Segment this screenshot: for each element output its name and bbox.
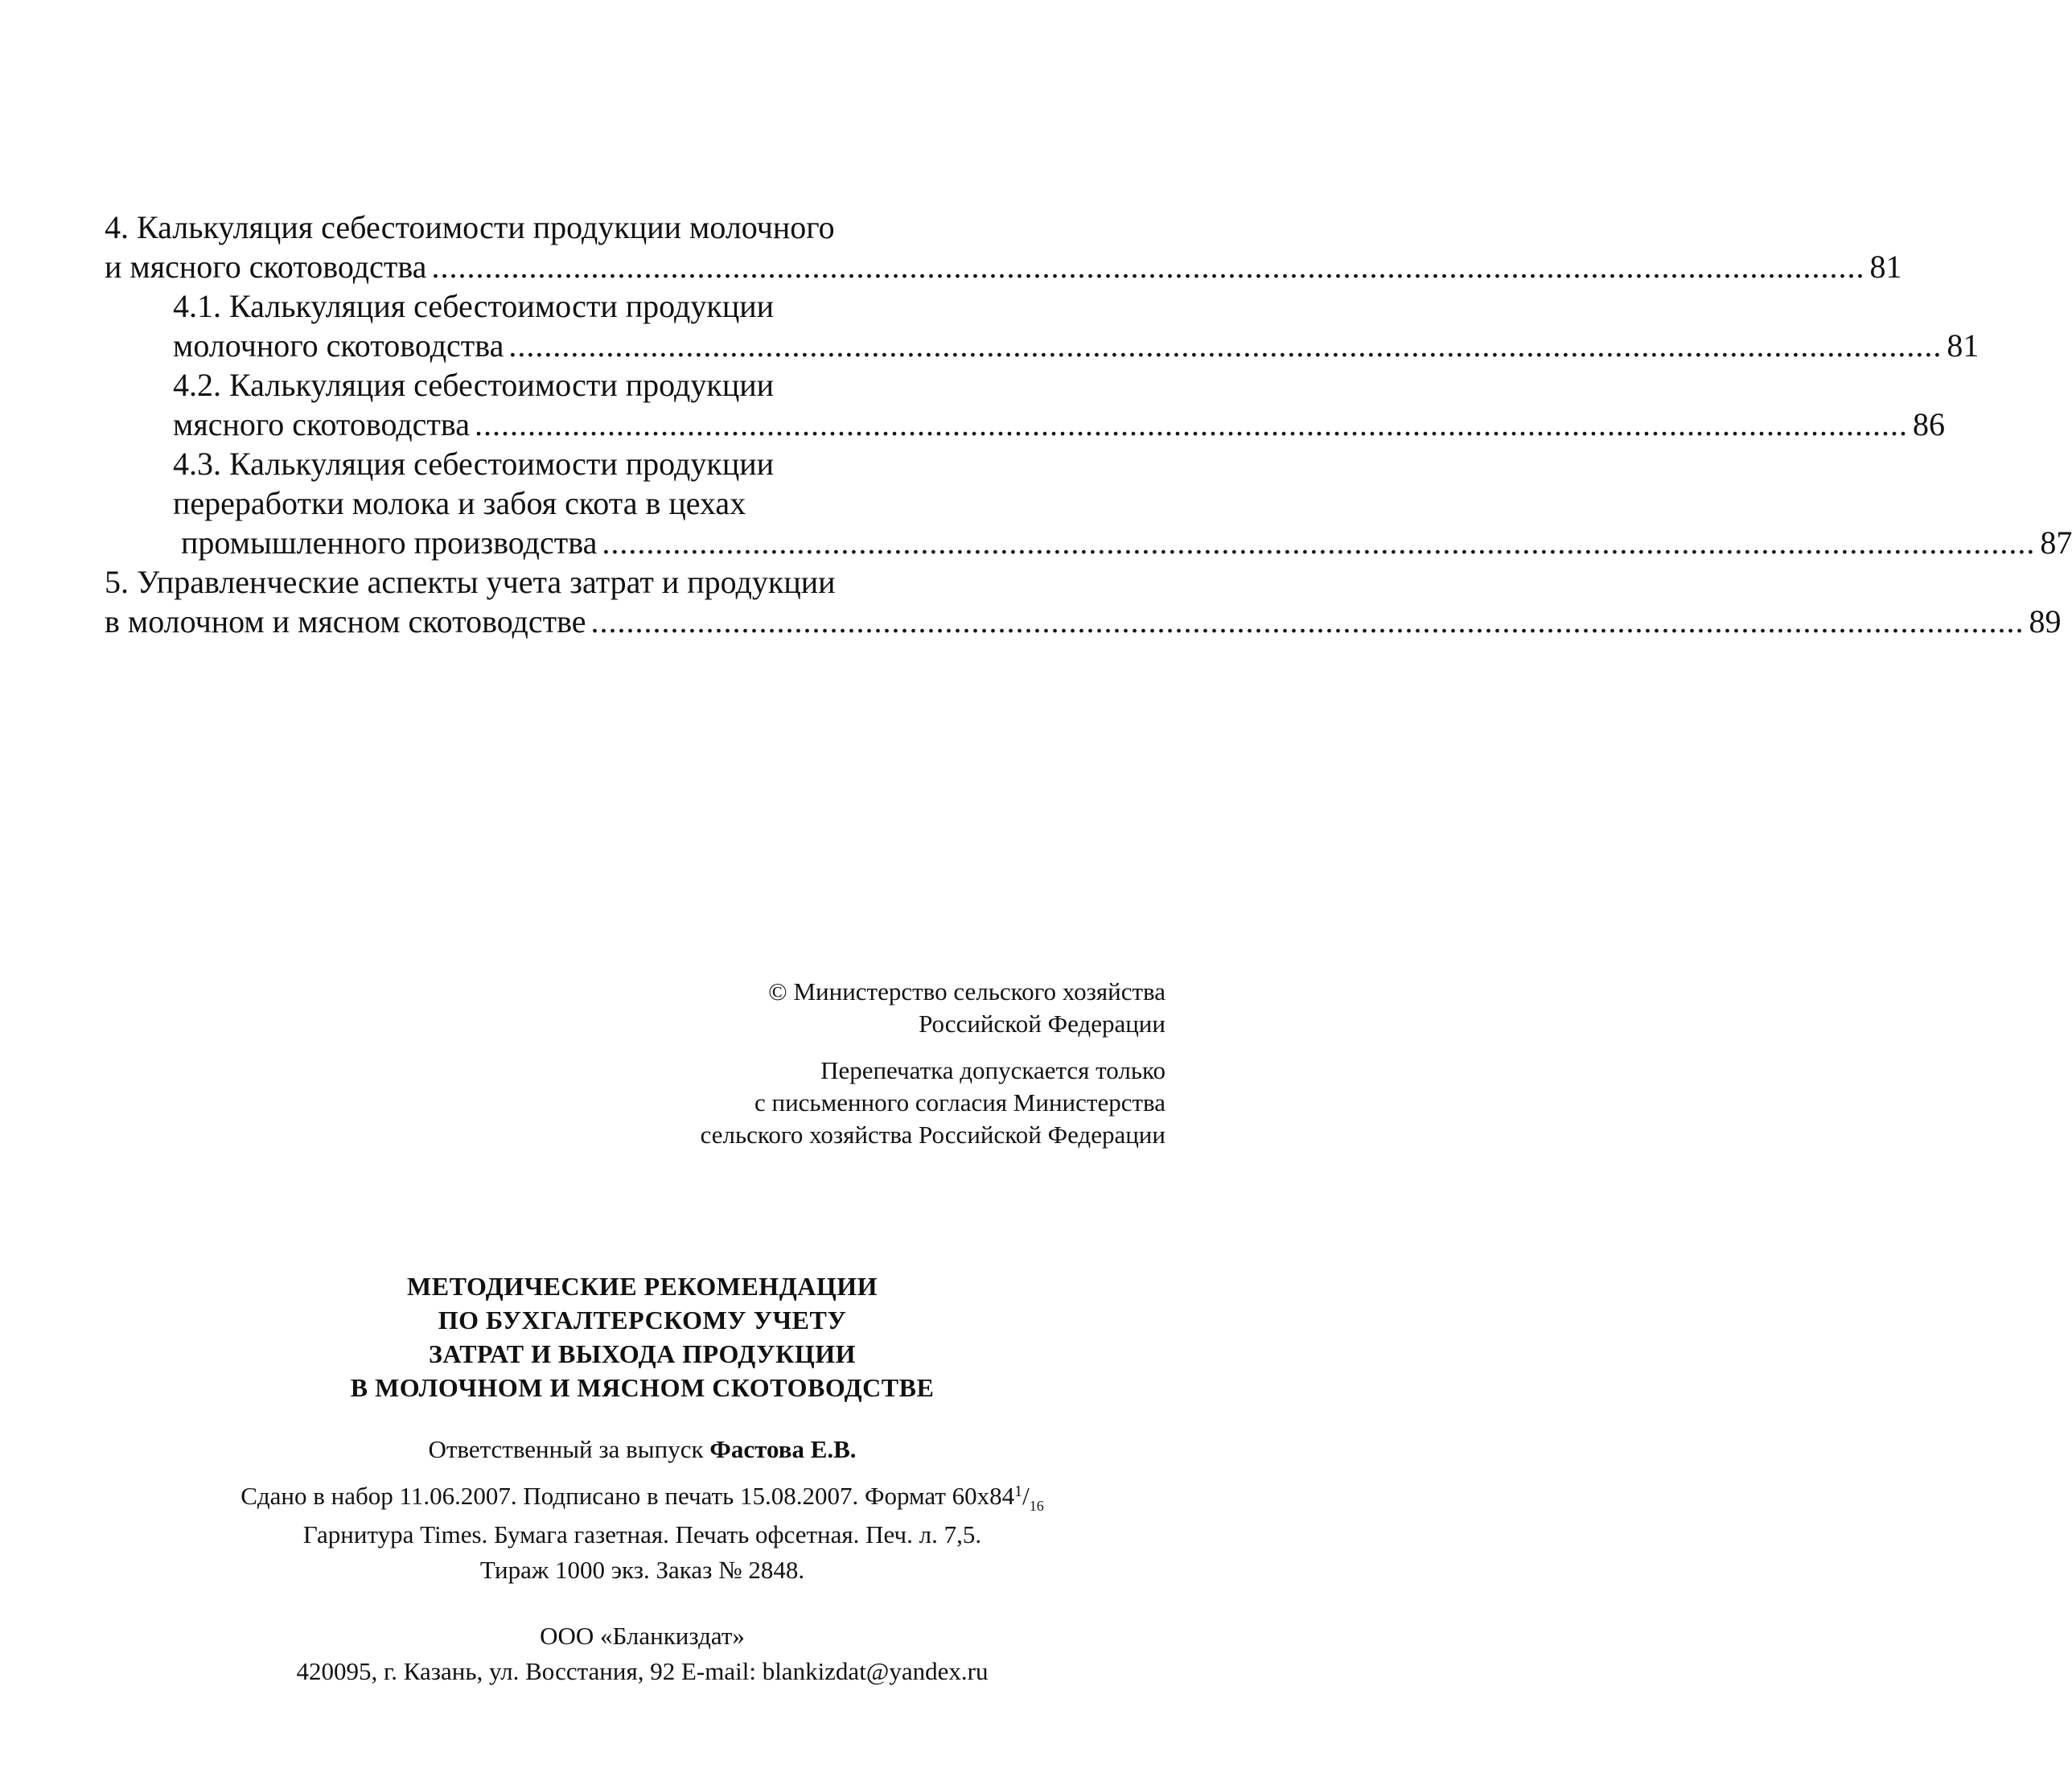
title-line: В МОЛОЧНОМ И МЯСНОМ СКОТОВОДСТВЕ	[350, 1373, 935, 1402]
publisher-block	[0, 1618, 1285, 1689]
responsible-label: Ответственный за выпуск	[428, 1435, 704, 1463]
toc-entry-text: 5. Управленческие аспекты учета затрат и продукции	[105, 564, 836, 600]
format-numerator: 1	[1014, 1483, 1023, 1500]
copyright-block	[701, 976, 1166, 1151]
copyright-line: © Министерство сельского хозяйства	[768, 977, 1166, 1006]
toc-entry-text: молочного скотоводства	[173, 327, 504, 364]
toc-entry-text: 4.3. Калькуляция себестоимости продукции	[173, 446, 775, 482]
format-denominator: 16	[1029, 1498, 1044, 1514]
copyright-line: Российской Федерации	[919, 1010, 1166, 1038]
toc-page-number: 87	[2040, 524, 2072, 561]
dot-leader: ..................................................................................................................................................................	[431, 249, 1865, 285]
title-line: МЕТОДИЧЕСКИЕ РЕКОМЕНДАЦИИ	[407, 1272, 878, 1301]
toc-entry-text: мясного скотоводства	[173, 406, 471, 442]
responsible-line	[0, 1432, 1285, 1467]
toc-entry-4-2-line2	[105, 405, 1946, 444]
table-of-contents	[105, 208, 2072, 641]
print-details-line: Сдано в набор 11.06.2007. Подписано в печать 15.08.2007. Формат $60х84^1/_{16}$	[240, 1482, 1044, 1514]
responsible-name: Фастова Е.В.	[709, 1435, 857, 1463]
title-line: ЗАТРАТ И ВЫХОДА ПРОДУКЦИИ	[429, 1339, 856, 1368]
imprint-block	[0, 1432, 1285, 1588]
toc-entry-4-1-line2	[105, 326, 1980, 365]
toc-entry-text: переработки молока и забоя скота в цехах	[173, 485, 746, 521]
toc-entry-text: 4. Калькуляция себестоимости продукции молочного	[105, 209, 835, 245]
publisher-address: 420095, г. Казань, ул. Восстания, 92 E-mail: blankizdat@yandex.ru	[296, 1657, 989, 1685]
toc-entry-4-line2	[105, 247, 1902, 286]
toc-entry-text: и мясного скотоводства	[105, 249, 427, 285]
reprint-line: с письменного согласия Министерства	[754, 1088, 1166, 1117]
reprint-line: Перепечатка допускается только	[820, 1056, 1166, 1084]
circulation-line: Тираж 1000 экз. Заказ № 2848.	[479, 1556, 805, 1584]
toc-entry-4-2-line1	[105, 365, 1154, 405]
toc-page-number: 81	[1947, 327, 1980, 364]
toc-entry-5-line1	[105, 562, 1154, 602]
print-details-text: Сдано в набор 11.06.2007. Подписано в печать 15.08.2007. Формат 60х84	[240, 1482, 1015, 1510]
toc-entry-4-1-line1	[105, 286, 1154, 326]
toc-entry-4-line1	[105, 208, 1154, 247]
toc-entry-4-3-line3	[105, 523, 2072, 562]
toc-entry-5-line2	[105, 602, 2062, 641]
toc-page-number: 86	[1913, 406, 1946, 442]
toc-page-number: 81	[1869, 249, 1902, 285]
toc-entry-4-3-line2	[105, 483, 1154, 523]
toc-entry-text: 4.1. Калькуляция себестоимости продукции	[173, 288, 775, 324]
dot-leader: ..................................................................................................................................................................	[475, 406, 1909, 442]
toc-entry-text: в молочном и мясном скотоводстве	[105, 603, 586, 640]
dot-leader: ..................................................................................................................................................................	[590, 603, 2025, 640]
typeface-line: Гарнитура Times. Бумага газетная. Печать офсетная. Печ. л. 7,5.	[302, 1520, 982, 1548]
title-line: ПО БУХГАЛТЕРСКОМУ УЧЕТУ	[438, 1306, 847, 1335]
reprint-notice	[701, 1055, 1166, 1151]
reprint-line: сельского хозяйства Российской Федерации	[700, 1121, 1166, 1149]
toc-page-number: 89	[2029, 603, 2062, 640]
document-title	[0, 1269, 1285, 1404]
dot-leader: ..................................................................................................................................................................	[602, 524, 2036, 561]
publisher-name: ООО «Бланкиздат»	[540, 1622, 745, 1650]
toc-entry-text: 4.2. Калькуляция себестоимости продукции	[173, 367, 775, 403]
toc-entry-4-3-line1	[105, 444, 1154, 483]
toc-entry-text: промышленного производства	[173, 524, 598, 561]
dot-leader: ..................................................................................................................................................................	[508, 327, 1942, 364]
